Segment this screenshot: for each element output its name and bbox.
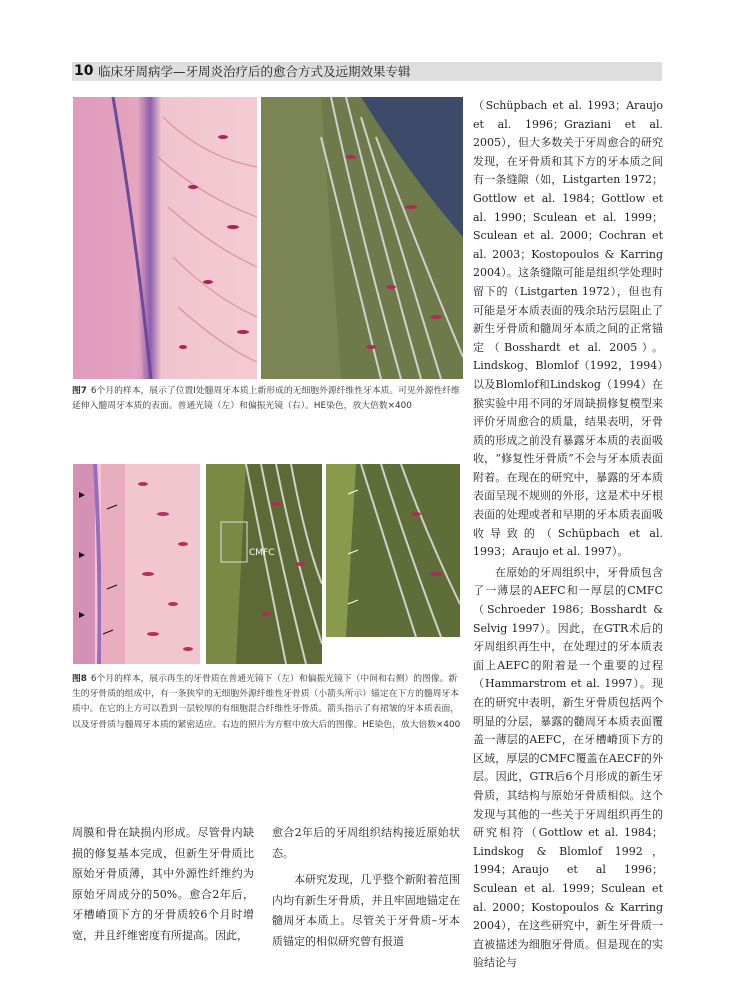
- running-title: 临床牙周病学—牙周炎治疗后的愈合方式及远期效果专辑: [98, 64, 411, 79]
- middle-bottom-column-text: [272, 823, 460, 952]
- figure7-caption: [72, 384, 464, 414]
- figure7-caption-text: 6个月的样本，展示了位置I处髓周牙本质上新形成的无细胞外源纤维性牙本质。可见外源性纤维延伸入髓周牙本质的表面。普通光镜（左）和偏振光镜（右）。HE染色，放大倍数×400: [72, 386, 460, 412]
- figure8-label: 图8: [72, 674, 87, 684]
- figure8-polarized-image: [206, 464, 322, 664]
- left-bottom-column-text: [72, 823, 254, 946]
- figure8-caption: [72, 672, 464, 733]
- figure8-magnified-image: [326, 464, 460, 637]
- middle-bottom-paragraph-2: 本研究发现，几乎整个新附着范围内均有新生牙骨质，并且牢固地锚定在髓周牙本质上。尽管关于牙骨质–牙本质锚定的相似研究曾有报道: [272, 873, 460, 948]
- figure7-polarized-image: [261, 97, 463, 379]
- cmfc-label: CMFC: [249, 548, 275, 558]
- right-column-text: [473, 97, 663, 973]
- figure8-normal-light-image: [73, 464, 200, 664]
- right-column-paragraph-1: （Schüpbach et al. 1993；Araujo et al. 1996；Graziani et al. 2005），但大多数关于牙周愈合的研究发现，在牙骨质和其下方的牙本质之间有一条缝隙（如，Listgarten 1972；Gottlow et al. 1984；Gottlow et al. 1990；Sculean et al. 1999；Sculean et al. 2000；Cochran et al. 2003；Kostopoulos & Karring 2004）。这条缝隙可能是组织学处理时留下的（Listgarten 1972），但也有可能是牙本质表面的残余玷污层阻止了新生牙骨质和髓周牙本质之间的正常锚定（Bosshardt et al. 2005）。Lindskog、Blomlof（1992，1994）以及Blomlof和Lindskog（1994）在猴实验中用不同的牙周缺损修复模型来评价牙周愈合的质量，结果表明，牙骨质的形成之前没有暴露牙本质的表面吸收，“修复性牙骨质”不会与牙本质表面附着。在现在的研究中，暴露的牙本质表面呈现不规则的外形，这是术中牙根表面的处理或者和早期的牙本质表面吸收导致的（Schüpbach et al. 1993；Araujo et al. 1997）。: [473, 99, 663, 559]
- figure7-label: 图7: [72, 386, 87, 396]
- figure8-caption-text: 6个月的样本，展示再生的牙骨质在普通光镜下（左）和偏振光镜下（中间和右侧）的图像。新生的牙骨质的组成中，有一条狭窄的无细胞外源纤维性牙骨质（小箭头所示）锚定在下方的髓周牙本质中。在它的上方可以看到一层较厚的有细胞混合纤维性牙骨质。箭头指示了有裙皱的牙本质表面，以及牙骨质与髓周牙本质的紧密适应。右边的照片为方框中放大后的图像。HE染色，放大倍数×400: [72, 674, 461, 730]
- right-column-paragraph-2: 在原始的牙周组织中，牙骨质包含了一薄层的AEFC和一厚层的CMFC（Schroeder 1986；Bosshardt & Selvig 1997）。因此，在GTR术后的牙周组织再生中，在处理过的牙本质表面上AEFC的附着是一个重要的过程（Hammarstrom et al. 1997）。现在的研究中表明，新生牙骨质包括两个明显的分层，暴露的髓周牙本质表面覆盖一薄层的AEFC，在牙槽嵴顶下方的区域，厚层的CMFC覆盖在AECF的外层。因此，GTR后6个月形成的新生牙骨质，其结构与原始牙骨质相似。这个发现与其他的一些关于牙周组织再生的研究相符（Gottlow et al. 1984；Lindskog & Blomlof 1992，1994；Araujo et al 1996；Sculean et al. 1999；Sculean et al. 2000；Kostopoulos & Karring 2004），在这些研究中，新生牙骨质一直被描述为细胞牙骨质。但是现在的实验结论与: [473, 565, 663, 970]
- middle-bottom-paragraph-1: 愈合2年后的牙周组织结构接近原始状态。: [272, 826, 460, 860]
- left-bottom-paragraph: 周膜和骨在缺损内形成。尽管骨内缺损的修复基本完成，但新生牙骨质比原始牙骨质薄，其中外源性纤维约为原始牙周成分的50%。愈合2年后，牙槽嵴顶下方的牙骨质较6个月时增宽，并且纤维密度有所提高。因此，: [72, 826, 254, 942]
- figure7-normal-light-image: [73, 97, 257, 379]
- page-number: 10: [74, 63, 94, 79]
